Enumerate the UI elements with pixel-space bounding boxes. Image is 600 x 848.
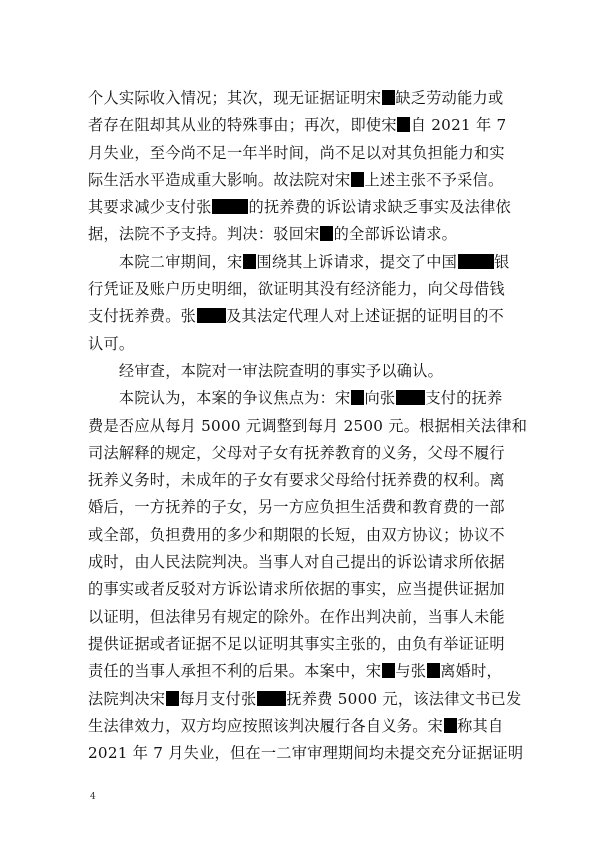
text-line xyxy=(88,713,518,740)
text-line xyxy=(88,249,518,276)
text-segment: 支付的抚养 xyxy=(425,389,503,408)
text-segment: 抚养义务时，未成年的子女有要求父母给付抚养费的权利。离 xyxy=(88,471,505,490)
text-line xyxy=(88,522,518,549)
text-segment: 的全部诉讼请求。 xyxy=(333,225,458,244)
text-segment: 与张 xyxy=(395,662,427,681)
text-line xyxy=(88,85,518,112)
text-line xyxy=(88,740,524,767)
text-segment: 支付抚养费。张 xyxy=(88,307,197,326)
text-segment: 称其自 xyxy=(457,716,504,735)
text-line xyxy=(88,112,518,139)
text-segment: 上述主张不予采信。 xyxy=(364,170,504,189)
text-segment: 据，法院不予支持。判决：驳回宋 xyxy=(88,225,320,244)
text-line xyxy=(88,331,518,358)
text-segment: 抚养费 5000 元，该法律文书已发 xyxy=(286,689,522,708)
text-segment: 2021 年 7 月失业，但在一二审审理期间均未提交充分证据证明 xyxy=(88,744,524,763)
judgment-body-text xyxy=(88,85,528,767)
text-segment: 生法律效力，双方均应按照该判决履行各自义务。宋 xyxy=(88,716,444,735)
text-segment: 认可。 xyxy=(88,334,135,353)
text-segment: 月失业，至今尚不足一年半时间，尚不足以对其负担能力和实 xyxy=(88,143,505,162)
text-segment: 以证明，但法律另有规定的除外。在作出判决前，当事人未能 xyxy=(88,607,505,626)
redaction-block xyxy=(458,254,494,269)
text-line xyxy=(88,576,518,603)
text-segment: 际生活水平造成重大影响。故法院对宋 xyxy=(88,170,351,189)
text-line xyxy=(88,631,518,658)
redaction-block xyxy=(351,390,364,405)
text-line xyxy=(88,413,528,440)
text-line xyxy=(88,467,518,494)
text-segment: 其要求减少支付张 xyxy=(88,198,212,217)
text-segment: 缺乏劳动能力或 xyxy=(395,89,504,107)
text-segment: 责任的当事人承担不利的后果。本案中，宋 xyxy=(88,662,382,681)
redaction-block xyxy=(382,90,395,105)
text-line xyxy=(88,303,518,330)
text-segment: 本院认为，本案的争议焦点为：宋 xyxy=(88,389,351,408)
text-segment: 个人实际收入情况；其次，现无证据证明宋 xyxy=(88,89,382,107)
page-number: 4 xyxy=(90,792,96,802)
text-segment: 每月支付张 xyxy=(179,689,257,708)
text-line xyxy=(88,658,518,685)
text-segment: 向张 xyxy=(364,389,396,408)
text-line xyxy=(88,140,518,167)
text-segment: 或全部，负担费用的多少和期限的长短，由双方协议；协议不 xyxy=(88,525,505,544)
redaction-block xyxy=(351,172,364,187)
text-line xyxy=(88,358,518,385)
text-line xyxy=(88,385,518,412)
text-segment: 行凭证及账户历史明细，欲证明其没有经济能力，向父母借钱 xyxy=(88,280,505,299)
text-segment: 本院二审期间，宋 xyxy=(88,252,243,271)
redaction-block xyxy=(243,254,256,269)
text-segment: 提供证据或者证据不足以证明其事实主张的，由负有举证证明 xyxy=(88,634,505,653)
redaction-block xyxy=(396,390,425,405)
text-segment: 法院判决宋 xyxy=(88,689,166,708)
text-line xyxy=(88,194,518,221)
text-line xyxy=(88,440,518,467)
text-line xyxy=(88,276,518,303)
redaction-block xyxy=(166,691,179,706)
text-segment: 成时，由人民法院判决。当事人对自己提出的诉讼请求所依据 xyxy=(88,553,505,572)
text-line xyxy=(88,494,518,521)
redaction-block xyxy=(382,663,395,678)
text-segment: 围绕其上诉请求，提交了中国 xyxy=(256,252,458,271)
text-line xyxy=(88,686,522,713)
redaction-block xyxy=(427,663,440,678)
redaction-block xyxy=(320,226,333,241)
text-segment: 及其法定代理人对上述证据的证明目的不 xyxy=(226,307,504,326)
text-line xyxy=(88,604,518,631)
text-segment: 婚后，一方抚养的子女，另一方应负担生活费和教育费的一部 xyxy=(88,498,505,517)
text-segment: 离婚时， xyxy=(440,662,502,681)
redaction-block xyxy=(444,718,457,733)
text-line xyxy=(88,221,518,248)
text-line xyxy=(88,167,518,194)
redaction-block xyxy=(212,199,248,214)
redaction-block xyxy=(197,308,226,323)
text-segment: 经审查，本院对一审法院查明的事实予以确认。 xyxy=(88,361,444,380)
text-segment: 者存在阻却其从业的特殊事由；再次，即使宋 xyxy=(88,116,397,135)
text-segment: 费是否应从每月 5000 元调整到每月 2500 元。根据相关法律和 xyxy=(88,416,528,435)
redaction-block xyxy=(257,691,286,706)
redaction-block xyxy=(397,117,410,132)
text-segment: 司法解释的规定，父母对子女有抚养教育的义务，父母不履行 xyxy=(88,443,505,462)
text-segment: 银 xyxy=(494,252,510,271)
text-segment: 的抚养费的诉讼请求缺乏事实及法律依 xyxy=(248,198,511,217)
text-segment: 的事实或者反驳对方诉讼请求所依据的事实，应当提供证据加 xyxy=(88,580,505,599)
text-line xyxy=(88,549,518,576)
text-segment: 自 2021 年 7 xyxy=(410,116,507,135)
